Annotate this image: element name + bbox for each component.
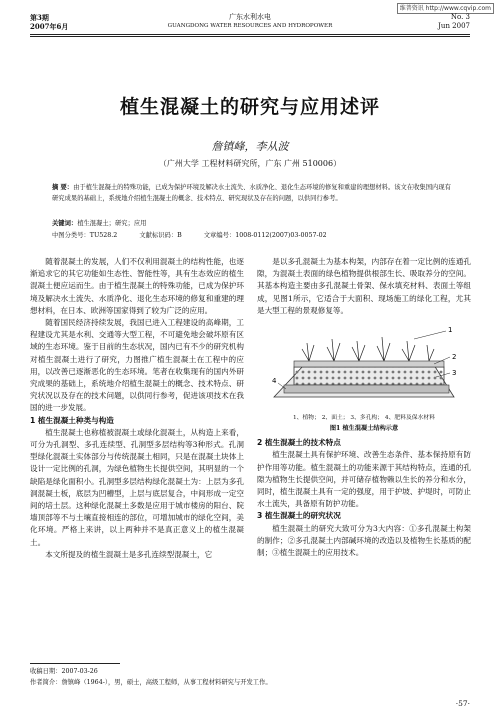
watermark: 维普资讯 http://www.cqvip.com bbox=[397, 3, 494, 14]
left-paragraph-2: 随着国民经济持续发展，我国已进入工程建设的高峰期，工程建设尤其是水利、交通等大型工程，不可避免地会破坏原有区域的生态环境。鉴于目前的生态状况，国内已有不少的研究机构对植生混凝土进行了研究，力图推广植生混凝土在工程中的应用，以改善已逐渐恶化的生态环境。笔者在收集现有的国内外研究成果的基础上，系统地介绍植生混凝土的概念、技术特点、研究状况以及存在的技术问题，以供同行参考，促进该项技术在我国的进一步发展。 bbox=[30, 318, 244, 413]
figure-plants bbox=[302, 337, 434, 361]
figure-1 bbox=[257, 321, 471, 435]
left-paragraph-3: 植生混凝土也称植被混凝土或绿化混凝土，从构造上来看，可分为孔洞型、多孔连续型、孔洞型多层结构等3种形式。孔洞型绿化混凝土实体部分与传统混凝土相同，只是在混凝土块体上设计一定比例的孔洞，为绿色植物生长提供空间，其明显的一个缺陷是绿化面积小。孔洞型多层结构绿化混凝土为：上层为多孔洞混凝土板，底层为凹槽型，上层与底层复合，中间形成一定空间的培土层。这种绿化混凝土多数是应用于城市楼房的阳台、院墙顶部等不与土壤直接相连的部位，可增加城市的绿化空间，美化环境。严格上来讲，以上两种并不是真正意义上的植生混凝土。 bbox=[30, 427, 244, 547]
figure-label-1: 1 bbox=[448, 326, 453, 335]
keywords-text: 植生混凝土；研究；应用 bbox=[77, 220, 147, 227]
classification bbox=[52, 230, 452, 241]
article-title: 植生混凝土的研究与应用述评 bbox=[119, 96, 380, 118]
header-issue: 第3期 bbox=[30, 13, 49, 22]
header-rule bbox=[30, 34, 470, 35]
left-paragraph-1: 随着混凝土的发展，人们不仅利用混凝土的结构性能，也逐渐追求它的其它功能如生态性、智能性等，具有生态效应的植生混凝土便应运而生。由于植生混凝土的特殊功能，已成为保护环境及解决水土流失、水质净化、退化生态环境的修复和重建的理想材料，在日本、欧洲等国家得到了较为广泛的应用。 bbox=[30, 257, 244, 315]
right-column bbox=[257, 256, 471, 559]
header-date: 2007年6月 bbox=[30, 22, 69, 31]
header-journal-cn: 广东水利水电 bbox=[229, 13, 271, 21]
left-paragraph-4: 本文所提及的植生混凝土是多孔连续型混凝土，它 bbox=[45, 549, 213, 559]
header-rule-thin bbox=[30, 36, 470, 37]
header-journal-en: GUANGDONG WATER RESOURCES AND HYDROPOWER bbox=[167, 23, 333, 29]
figure-label-3: 3 bbox=[452, 369, 457, 378]
header-no: No. 3 bbox=[450, 13, 470, 21]
figure-caption: 图1 植生混凝土结构示意 bbox=[329, 425, 399, 433]
header-journal-block bbox=[150, 13, 350, 31]
right-paragraph-1: 是以多孔混凝土为基本构架，内部存在着一定比例的连通孔隙，为混凝土表面的绿色植物提供根部生长、吸取养分的空间。其基本构造主要由多孔混凝土骨架、保水填充材料、表面土等组成，见图1所示，它适合于大面积、现场施工的绿化工程，尤其是大型工程的景观修复等。 bbox=[257, 257, 471, 315]
header-month: Jun 2007 bbox=[438, 22, 470, 30]
footnote-received: 收稿日期：2007-03-26 bbox=[30, 668, 98, 675]
figure-1-diagram bbox=[264, 321, 464, 409]
figure-label-2: 2 bbox=[452, 353, 457, 362]
figure-surface-soil bbox=[294, 361, 444, 367]
footnote-author-bio: 作者简介：詹镇峰（1964-），男，硕士，高级工程师，从事工程材料研究与开发工作。 bbox=[30, 679, 272, 686]
right-paragraph-3: 植生混凝土的研究大致可分为3大内容：①多孔混凝土构架的制作；②多孔混凝土内部碱环境的改造以及植物生长基质的配制；③植生混凝土的应用技术。 bbox=[257, 523, 471, 558]
section-heading-3: 3 植生混凝土的研究状况 bbox=[257, 511, 341, 521]
article-affiliation: （广州大学 工程材料研究所，广东 广州 510006） bbox=[158, 159, 342, 168]
abstract-text: 由于植生混凝土的特殊功能，已成为保护环境及解决水土流失、水质净化、退化生态环境的修复和重建的理想材料。该文在收集国内现有研究成果的基础上，系统地介绍植生混凝土的概念、技术特点、研究现状及存在的问题，以供同行参考。 bbox=[52, 184, 451, 202]
section-heading-2: 2 植生混凝土的技术特点 bbox=[257, 438, 341, 448]
figure-fertilizer-layer bbox=[284, 385, 449, 393]
right-paragraph-2: 植生混凝土具有保护环境、改善生态条件、基本保持原有防护作用等功能。植生混凝土的功能来源于其结构特点，连通的孔隙为植物生长提供空间，并可储存植物赖以生长的养分和水分，同时，植生混凝土具有一定的强度，用于护坡、护堤时，可防止水土流失，具备原有防护功能。 bbox=[257, 450, 471, 509]
keywords-label: 关键词： bbox=[52, 220, 78, 227]
keywords bbox=[52, 218, 452, 229]
header-no-block bbox=[390, 13, 470, 31]
footnote-rule bbox=[30, 663, 120, 664]
section-heading-1: 1 植生混凝土种类与构造 bbox=[30, 415, 114, 425]
article-authors: 詹镇峰，李从波 bbox=[211, 140, 289, 153]
clc-number: 中图分类号：TU528.2 bbox=[52, 232, 118, 239]
header-issue-block bbox=[30, 13, 110, 31]
article-number: 文章编号：1008-0112(2007)03-0057-02 bbox=[203, 232, 327, 239]
figure-porous-layer bbox=[294, 367, 444, 385]
page-number: ·57· bbox=[455, 699, 470, 708]
figure-label-4: 4 bbox=[272, 377, 277, 386]
figure-legend: 1、植物； 2、面土； 3、多孔构； 4、肥料及保水材料 bbox=[292, 415, 436, 422]
left-column bbox=[30, 256, 244, 561]
abstract-label: 摘 要： bbox=[52, 184, 74, 191]
abstract bbox=[52, 182, 452, 204]
doc-code: 文献标识码：B bbox=[139, 232, 182, 239]
